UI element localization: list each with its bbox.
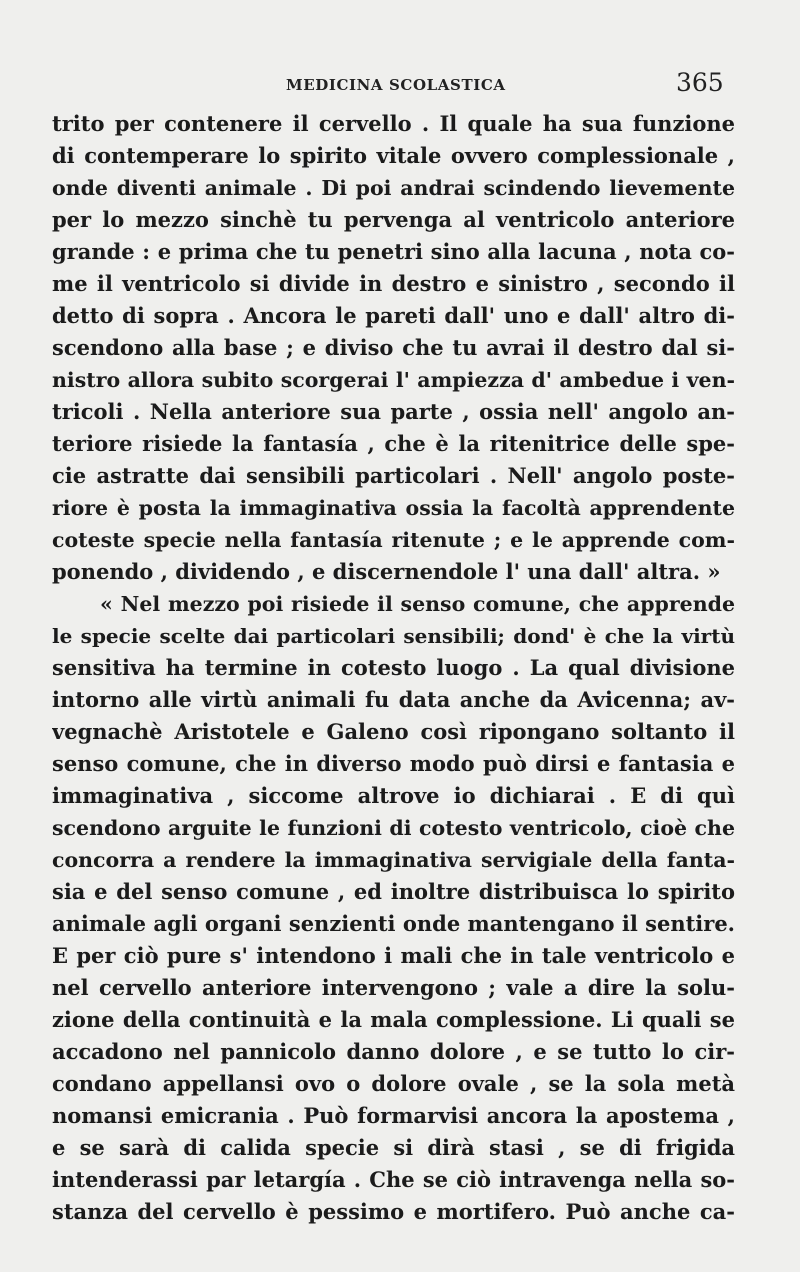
text-line: nomansi emicrania . Può formarvisi ancora la apostema ,: [52, 1103, 735, 1128]
text-line: coteste specie nella fantasía ritenute ; e le apprende com-: [52, 528, 735, 552]
text-line: sensitiva ha termine in cotesto luogo . La qual divisione: [52, 655, 735, 680]
text-line: detto di sopra . Ancora le pareti dall' uno e dall' altro di-: [52, 303, 735, 328]
text-line: vegnachè Aristotele e Galeno così ripongano soltanto il: [52, 719, 735, 744]
page-number: 365: [676, 68, 724, 97]
text-line: cie astratte dai sensibili particolari . Nell' angolo poste-: [52, 463, 735, 488]
text-line: concorra a rendere la immaginativa servigiale della fanta-: [52, 848, 735, 872]
text-line: scendono arguite le funzioni di cotesto ventricolo, cioè che: [52, 816, 735, 840]
text-line: nistro allora subito scorgerai l' ampiezza d' ambedue i ven-: [52, 368, 735, 392]
text-line: senso comune, che in diverso modo può dirsi e fantasia e: [52, 751, 735, 776]
text-line: E per ciò pure s' intendono i mali che in tale ventricolo e: [52, 943, 735, 968]
text-line: stanza del cervello è pessimo e mortifero. Può anche ca-: [52, 1199, 735, 1224]
text-line: me il ventricolo si divide in destro e sinistro , secondo il: [52, 271, 735, 296]
text-line: per lo mezzo sinchè tu pervenga al ventricolo anteriore: [52, 207, 735, 232]
text-line: condano appellansi ovo o dolore ovale , se la sola metà: [52, 1071, 735, 1096]
text-line: riore è posta la immaginativa ossia la facoltà apprendente: [52, 496, 735, 520]
text-line: onde diventi animale . Di poi andrai scindendo lievemente: [52, 176, 735, 200]
running-title: MEDICINA SCOLASTICA: [286, 76, 506, 94]
text-line: e se sarà di calida specie si dirà stasi , se di frigida: [52, 1135, 735, 1160]
text-line: teriore risiede la fantasía , che è la ritenitrice delle spe-: [52, 431, 735, 456]
text-line: tricoli . Nella anteriore sua parte , ossia nell' angolo an-: [52, 399, 735, 424]
text-line: di contemperare lo spirito vitale ovvero complessionale ,: [52, 143, 735, 168]
text-line: intorno alle virtù animali fu data anche da Avicenna; av-: [52, 687, 735, 712]
text-line: immaginativa , siccome altrove io dichiarai . E di quì: [52, 783, 735, 808]
text-line: sia e del senso comune , ed inoltre distribuisca lo spirito: [52, 879, 735, 904]
text-line: le specie scelte dai particolari sensibili; dond' è che la virtù: [52, 624, 735, 648]
text-line: scendono alla base ; e diviso che tu avrai il destro dal si-: [52, 335, 735, 360]
body-text: [52, 108, 735, 1228]
text-line: grande : e prima che tu penetri sino alla lacuna , nota co-: [52, 239, 735, 264]
text-line: nel cervello anteriore intervengono ; vale a dire la solu-: [52, 975, 735, 1000]
running-header: [0, 68, 800, 102]
text-line: « Nel mezzo poi risiede il senso comune, che apprende: [100, 592, 735, 616]
text-line: animale agli organi senzienti onde mantengano il sentire.: [52, 911, 735, 936]
text-line: intenderassi par letargía . Che se ciò intravenga nella so-: [52, 1167, 735, 1192]
text-line: zione della continuità e la mala complessione. Li quali se: [52, 1007, 735, 1032]
text-line: ponendo , dividendo , e discernendole l' una dall' altra. »: [52, 559, 721, 584]
text-line: accadono nel pannicolo danno dolore , e se tutto lo cir-: [52, 1039, 735, 1064]
text-line: trito per contenere il cervello . Il quale ha sua funzione: [52, 111, 735, 136]
